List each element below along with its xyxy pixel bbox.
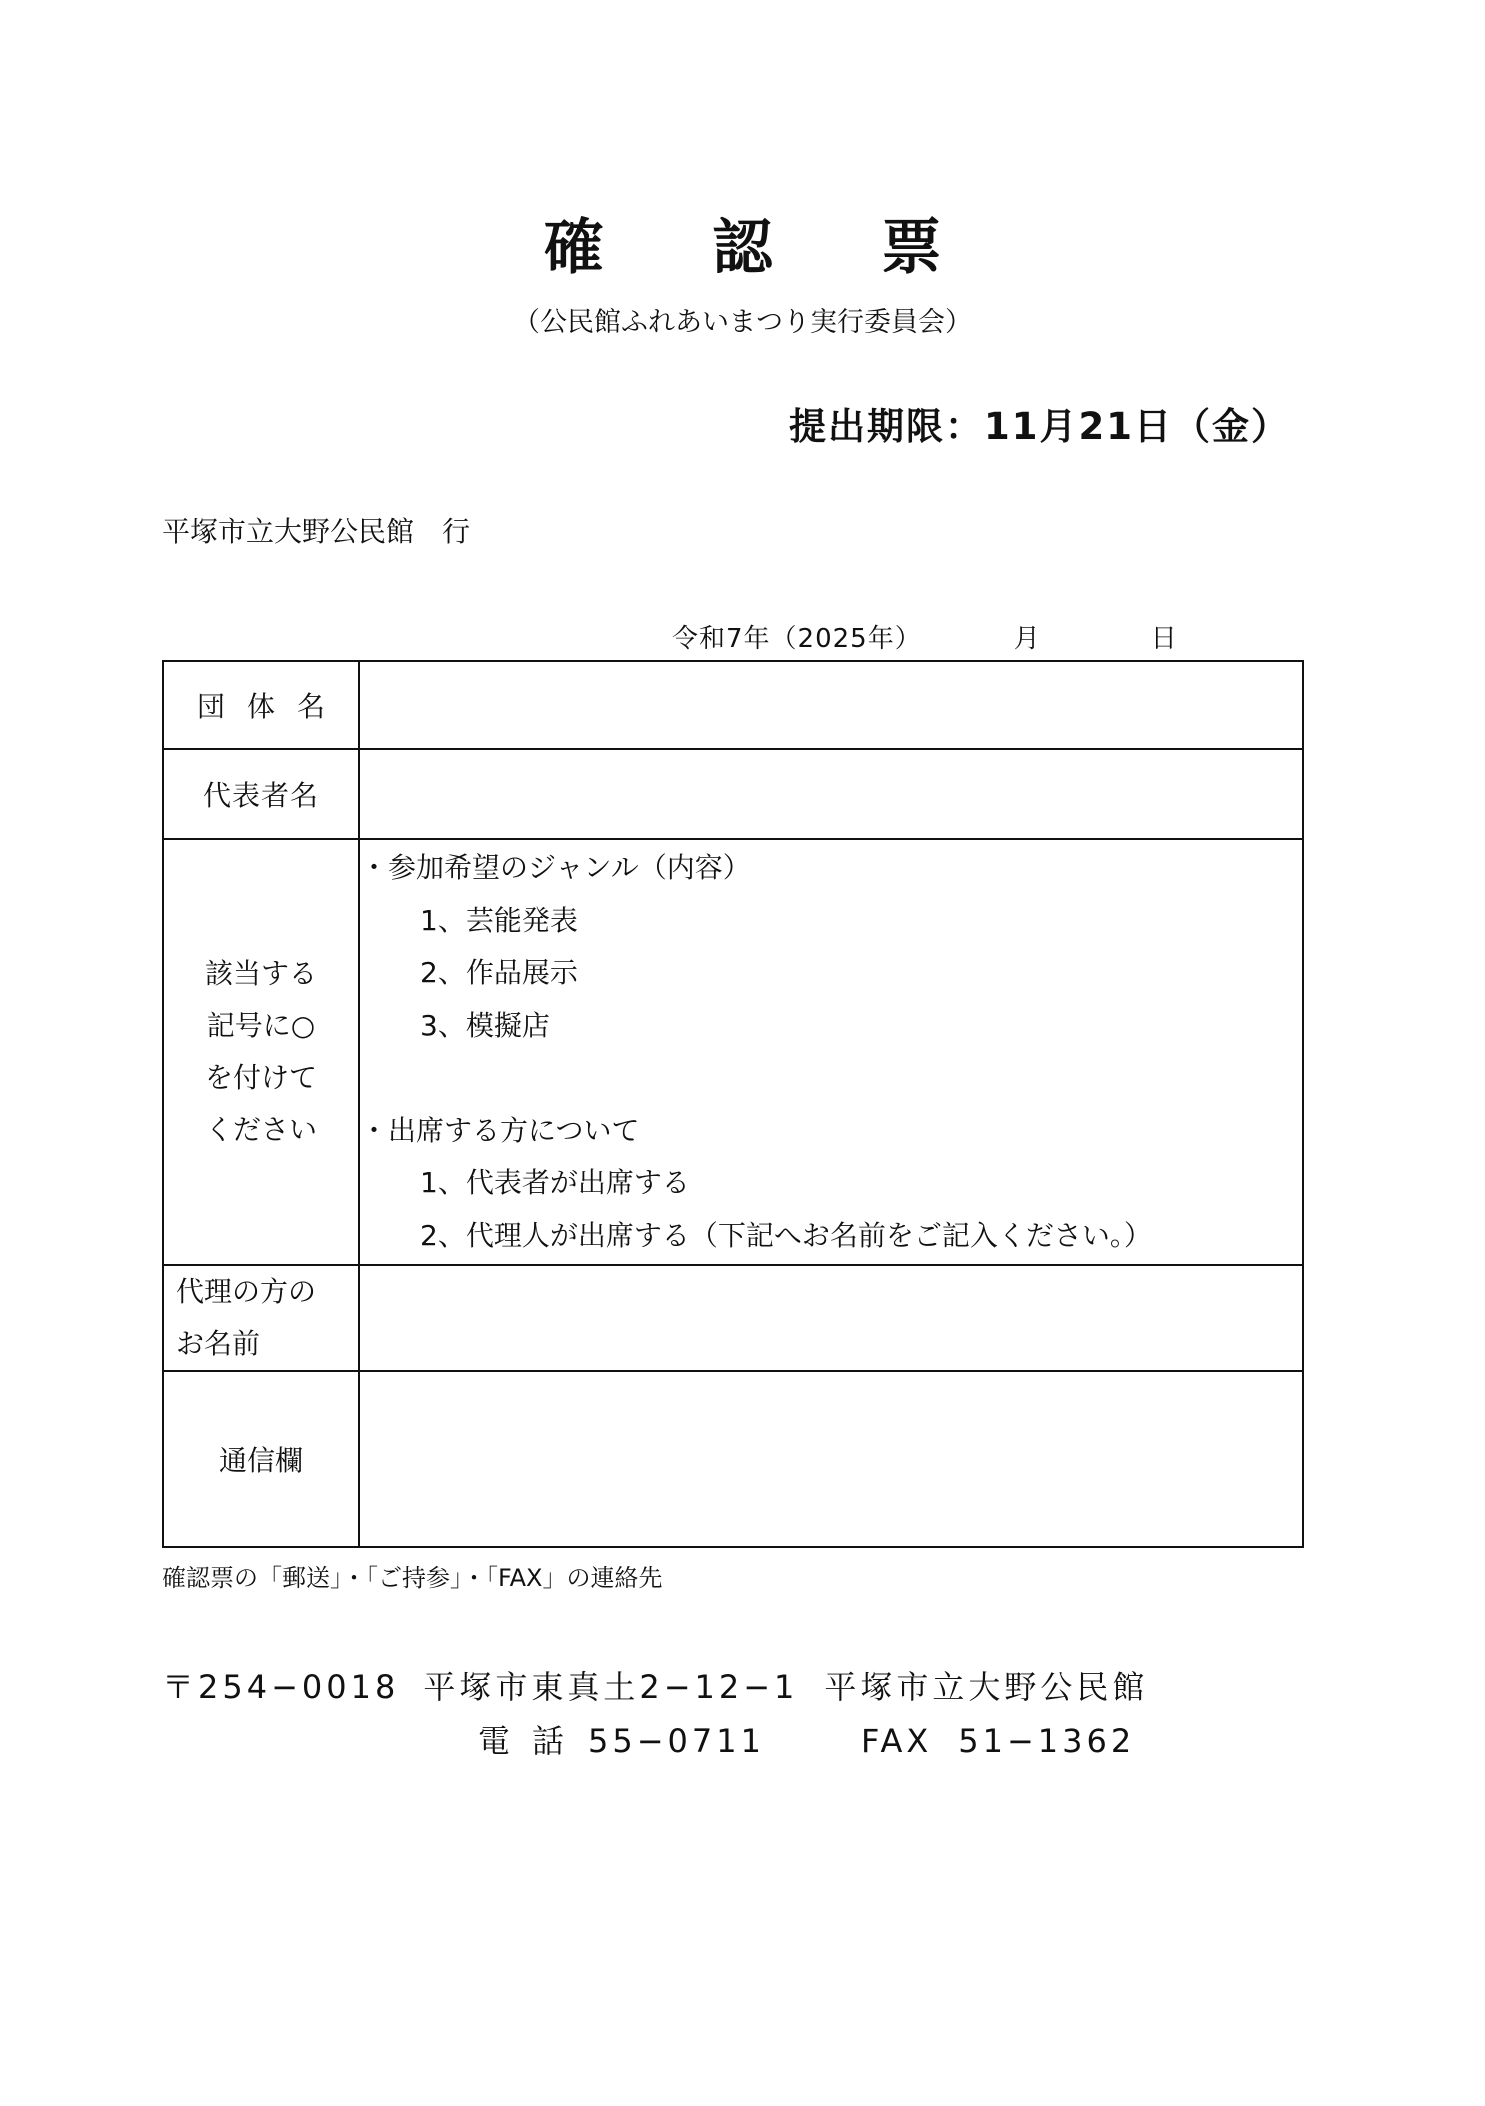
representative-label: 代表者名 xyxy=(202,779,319,812)
genre-option-exhibition[interactable]: 2、作品展示 xyxy=(420,956,578,989)
representative-label-cell xyxy=(163,749,359,839)
instruction-line: 記号に○ xyxy=(206,1009,316,1042)
representative-name-field[interactable] xyxy=(359,749,1303,839)
date-month-label: 月 xyxy=(1013,624,1041,654)
confirmation-form-table xyxy=(162,660,1304,1548)
proxy-row xyxy=(163,1265,1303,1371)
recipient-name: 平塚市立大野公民館 xyxy=(162,515,415,548)
selection-content xyxy=(359,839,1303,1265)
tel-label: 電話 xyxy=(478,1722,587,1760)
notes-label-cell xyxy=(163,1371,359,1547)
form-subtitle: （公民館ふれあいまつり実行委員会） xyxy=(513,307,972,338)
group-name-row xyxy=(163,661,1303,749)
fax-label: FAX xyxy=(860,1722,933,1760)
proxy-label-cell xyxy=(163,1265,359,1371)
recipient-suffix: 行 xyxy=(442,515,471,548)
notes-field[interactable] xyxy=(359,1371,1303,1547)
selection-row xyxy=(163,839,1303,1265)
instruction-line: ください xyxy=(204,1113,317,1146)
notes-row xyxy=(163,1371,1303,1547)
form-title: 確 認 票 xyxy=(543,213,986,283)
proxy-label-line: お名前 xyxy=(176,1327,261,1360)
date-line xyxy=(672,618,1178,655)
notes-label: 通信欄 xyxy=(218,1444,303,1477)
attendance-option-representative[interactable]: 1、代表者が出席する xyxy=(420,1166,690,1199)
attendance-option-proxy[interactable]: 2、代理人が出席する（下記へお名前をご記入ください。） xyxy=(420,1218,1152,1252)
contact-label: 確認票の「郵送」・「ご持参」・「FAX」の連絡先 xyxy=(162,1564,663,1592)
contact-phone-line xyxy=(478,1716,1135,1762)
genre-option-stall[interactable]: 3、模擬店 xyxy=(420,1008,550,1042)
genre-heading: ・参加希望のジャンル（内容） xyxy=(360,851,751,884)
group-name-label: 団体名 xyxy=(196,690,347,723)
proxy-name-field[interactable] xyxy=(359,1265,1303,1371)
instruction-line: を付けて xyxy=(204,1061,317,1094)
street-address: 平塚市東真土2−12−1 xyxy=(423,1668,799,1706)
group-name-field[interactable] xyxy=(359,661,1303,749)
proxy-label-line: 代理の方の xyxy=(176,1275,317,1308)
representative-row xyxy=(163,749,1303,839)
instruction-line: 該当する xyxy=(204,957,317,990)
tel-number: 55−0711 xyxy=(588,1722,765,1760)
fax-number: 51−1362 xyxy=(958,1722,1136,1760)
spacer xyxy=(360,1052,1302,1105)
attendance-heading: ・出席する方について xyxy=(360,1113,640,1147)
submission-deadline: 提出期限：11月21日（金） xyxy=(789,405,1290,448)
contact-address-line xyxy=(162,1662,1148,1708)
date-day-label: 日 xyxy=(1150,624,1178,654)
date-era: 令和7年（2025年） xyxy=(672,624,922,654)
instruction-label-cell xyxy=(163,839,359,1265)
recipient xyxy=(162,510,470,550)
postal-code: 〒254−0018 xyxy=(162,1668,400,1706)
group-name-label-cell xyxy=(163,661,359,749)
genre-option-performance[interactable]: 1、芸能発表 xyxy=(420,903,578,937)
facility-name: 平塚市立大野公民館 xyxy=(824,1668,1149,1706)
